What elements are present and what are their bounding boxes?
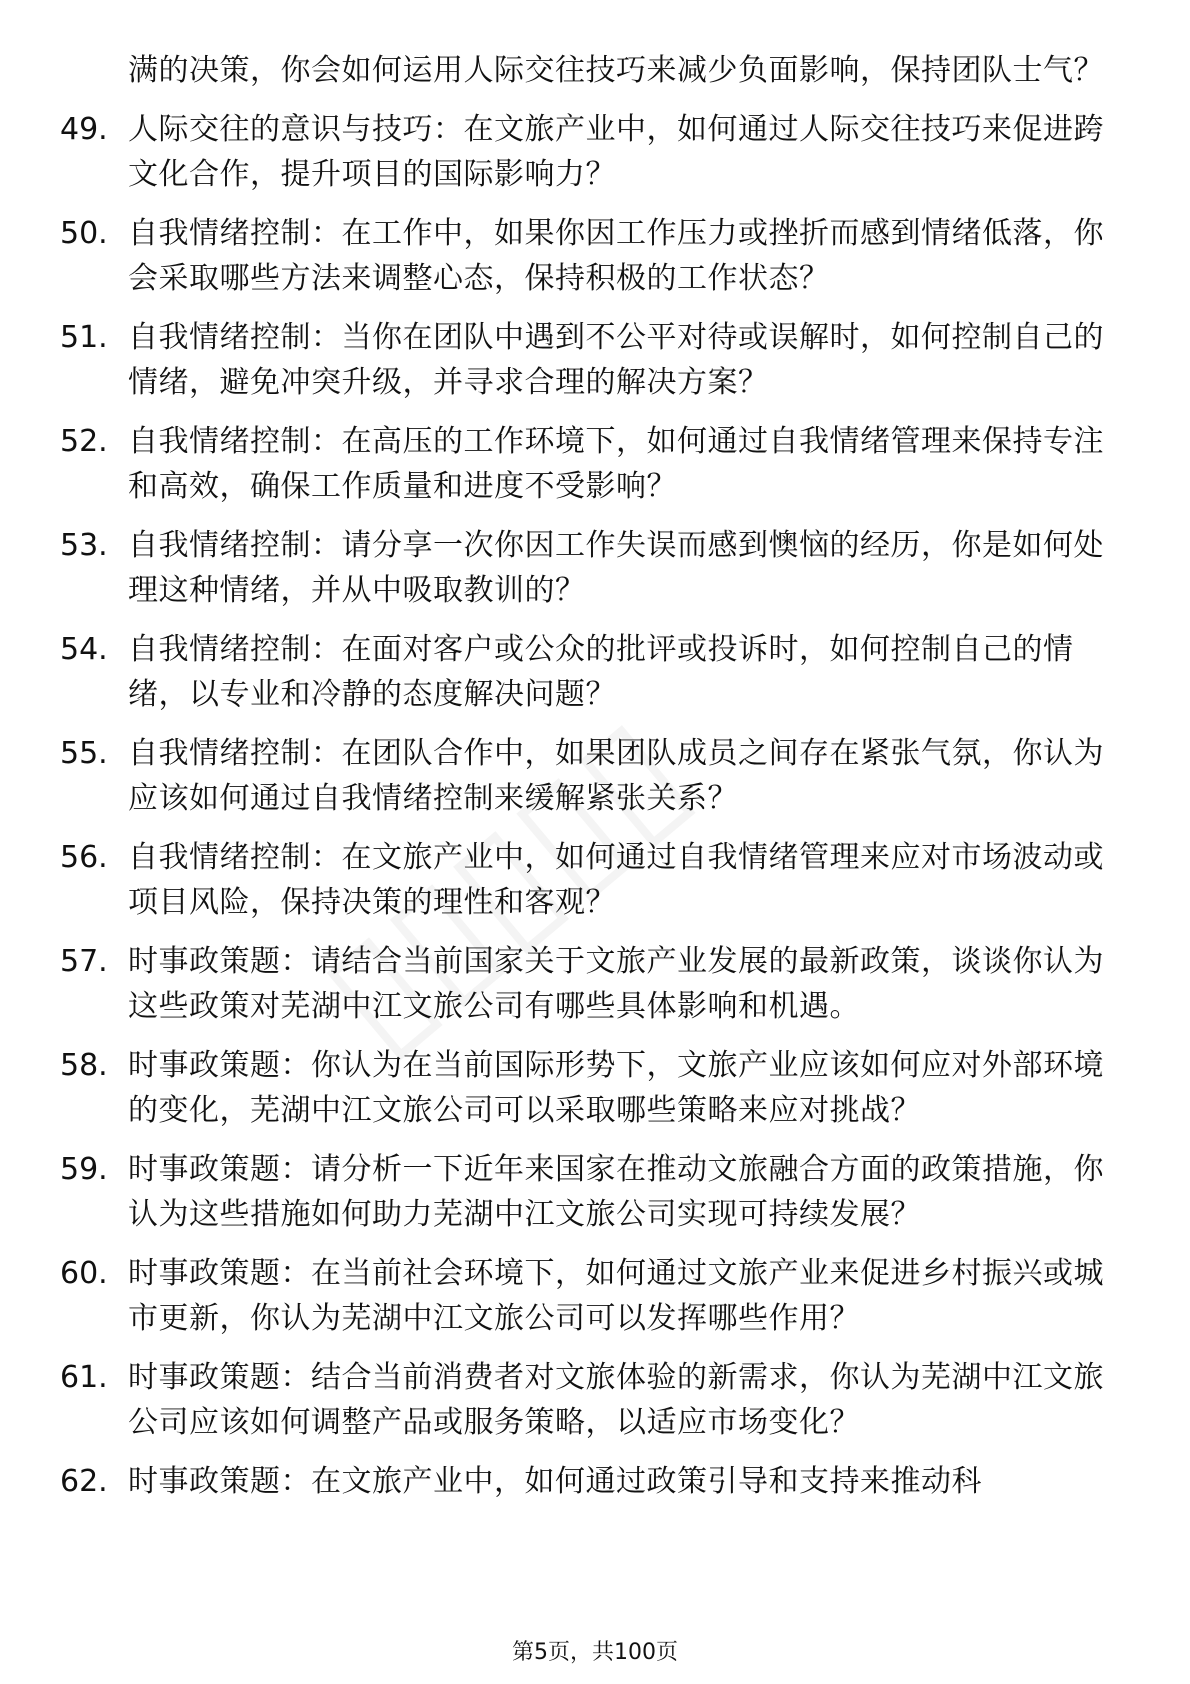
question-text: 自我情绪控制：在团队合作中，如果团队成员之间存在紧张气氛，你认为应该如何通过自我情绪控制来缓解紧张关系？ (128, 736, 1104, 816)
question-item (60, 1251, 1120, 1341)
question-number: 51. (60, 320, 108, 355)
question-item (60, 835, 1120, 925)
question-number: 54. (60, 632, 108, 667)
question-text: 时事政策题：结合当前消费者对文旅体验的新需求，你认为芜湖中江文旅公司应该如何调整产品或服务策略，以适应市场变化？ (128, 1360, 1104, 1440)
question-text: 自我情绪控制：在高压的工作环境下，如何通过自我情绪管理来保持专注和高效，确保工作质量和进度不受影响？ (128, 424, 1104, 504)
question-text: 时事政策题：你认为在当前国际形势下，文旅产业应该如何应对外部环境的变化，芜湖中江文旅公司可以采取哪些策略来应对挑战？ (128, 1048, 1104, 1128)
question-number: 53. (60, 528, 108, 563)
question-text: 时事政策题：请分析一下近年来国家在推动文旅融合方面的政策措施，你认为这些措施如何助力芜湖中江文旅公司实现可持续发展？ (128, 1152, 1104, 1232)
question-number: 62. (60, 1464, 108, 1499)
question-number: 52. (60, 424, 108, 459)
question-number: 60. (60, 1256, 108, 1291)
question-item (60, 315, 1120, 405)
question-number: 61. (60, 1360, 108, 1395)
question-number: 57. (60, 944, 108, 979)
question-item (60, 1459, 1120, 1504)
question-item (60, 1043, 1120, 1133)
question-text: 时事政策题：在文旅产业中，如何通过政策引导和支持来推动科 (128, 1464, 982, 1499)
question-item (60, 731, 1120, 821)
question-text: 自我情绪控制：在工作中，如果你因工作压力或挫折而感到情绪低落，你会采取哪些方法来调整心态，保持积极的工作状态？ (128, 216, 1104, 296)
question-number: 58. (60, 1048, 108, 1083)
question-number: 56. (60, 840, 108, 875)
question-text: 时事政策题：在当前社会环境下，如何通过文旅产业来促进乡村振兴或城市更新，你认为芜湖中江文旅公司可以发挥哪些作用？ (128, 1256, 1104, 1336)
question-item (60, 211, 1120, 301)
question-text: 人际交往的意识与技巧：在文旅产业中，如何通过人际交往技巧来促进跨文化合作，提升项目的国际影响力？ (128, 112, 1104, 192)
question-text: 自我情绪控制：在文旅产业中，如何通过自我情绪管理来应对市场波动或项目风险，保持决策的理性和客观？ (128, 840, 1104, 920)
question-text: 自我情绪控制：在面对客户或公众的批评或投诉时，如何控制自己的情绪，以专业和冷静的态度解决问题？ (128, 632, 1074, 712)
question-number: 49. (60, 112, 108, 147)
question-list (60, 48, 1120, 1504)
question-text: 时事政策题：请结合当前国家关于文旅产业发展的最新政策，谈谈你认为这些政策对芜湖中江文旅公司有哪些具体影响和机遇。 (128, 944, 1104, 1024)
question-number: 50. (60, 216, 108, 251)
question-number: 59. (60, 1152, 108, 1187)
question-number: 55. (60, 736, 108, 771)
question-item (60, 523, 1120, 613)
page-footer: 第5页，共100页 (512, 1640, 678, 1665)
question-text: 自我情绪控制：请分享一次你因工作失误而感到懊恼的经历，你是如何处理这种情绪，并从中吸取教训的？ (128, 528, 1104, 608)
question-item (60, 1147, 1120, 1237)
question-item (60, 419, 1120, 509)
question-item (60, 107, 1120, 197)
question-text: 自我情绪控制：当你在团队中遇到不公平对待或误解时，如何控制自己的情绪，避免冲突升级，并寻求合理的解决方案？ (128, 320, 1104, 400)
question-item (60, 1355, 1120, 1445)
question-item (60, 627, 1120, 717)
continuation-text: 满的决策，你会如何运用人际交往技巧来减少负面影响，保持团队士气？ (128, 53, 1104, 88)
question-item (60, 939, 1120, 1029)
